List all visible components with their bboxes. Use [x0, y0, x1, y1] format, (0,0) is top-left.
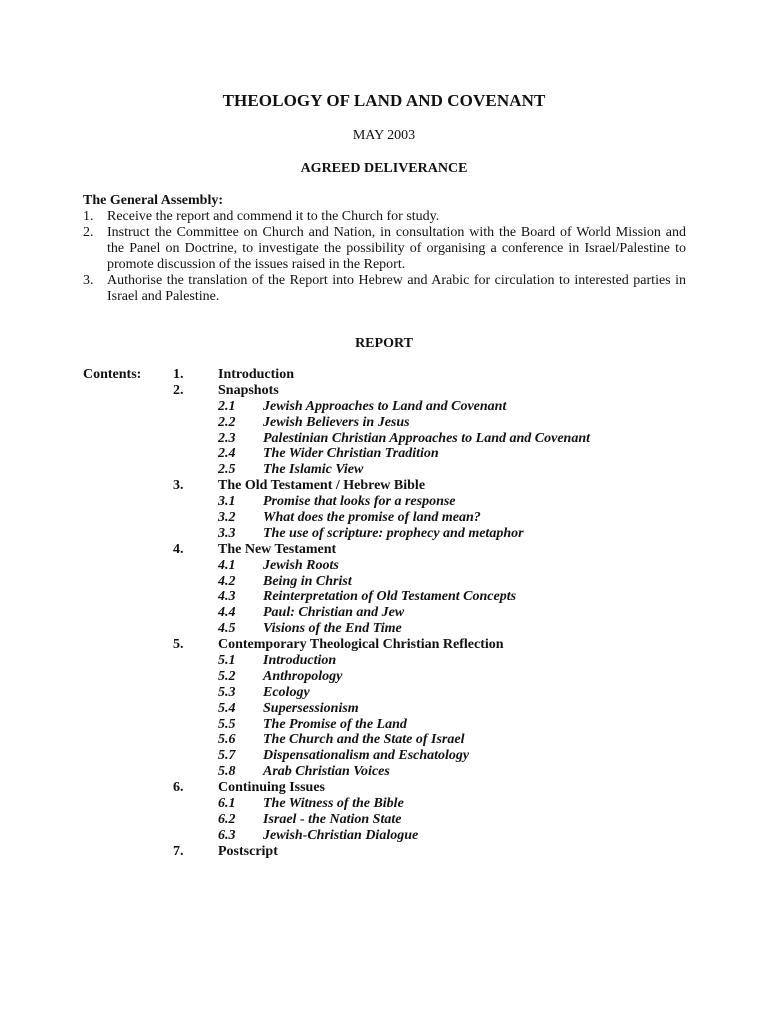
toc-subsection [173, 510, 693, 526]
resolution-text: Authorise the translation of the Report into Hebrew and Arabic for circulation to interested parties in Israel and Palestine. [107, 273, 686, 304]
toc-section-title: The New Testament [218, 541, 337, 557]
toc-subsection [173, 605, 693, 621]
toc-subsection [173, 574, 693, 590]
toc-subsection-title: Israel - the Nation State [263, 811, 402, 827]
toc-subsection-number: 3.1 [218, 494, 236, 510]
toc-subsection-number: 2.4 [218, 446, 236, 462]
toc-subsection-title: The Promise of the Land [263, 716, 407, 732]
toc-subsection [173, 669, 693, 685]
contents-label: Contents: [83, 367, 142, 382]
toc-subsection-number: 2.3 [218, 430, 236, 446]
toc-subsection-number: 4.4 [218, 605, 236, 621]
toc-subsection-number: 5.7 [218, 748, 236, 764]
toc-section [173, 542, 693, 558]
general-assembly-section [83, 193, 686, 305]
toc-subsection [173, 526, 693, 542]
toc-subsection-title: Dispensationalism and Eschatology [263, 748, 470, 764]
document-date: MAY 2003 [352, 128, 416, 143]
toc-subsection-number: 5.1 [218, 653, 236, 669]
toc-subsection-number: 6.1 [218, 796, 236, 812]
toc-subsection-title: The Witness of the Bible [263, 796, 404, 812]
toc-subsection [173, 685, 693, 701]
toc-section-number: 7. [173, 843, 184, 859]
general-assembly-heading: The General Assembly: [83, 193, 223, 208]
toc-section [173, 367, 693, 383]
toc-subsection-number: 5.5 [218, 716, 236, 732]
toc-section-number: 2. [173, 382, 184, 398]
toc-section-number: 6. [173, 780, 184, 796]
toc-subsection [173, 494, 693, 510]
toc-subsection-number: 4.1 [218, 557, 236, 573]
toc-subsection-title: Visions of the End Time [263, 621, 402, 637]
toc-subsection-title: What does the promise of land mean? [263, 510, 481, 526]
toc-subsection-title: Jewish Believers in Jesus [263, 414, 410, 430]
toc-subsection-number: 4.5 [218, 621, 236, 637]
resolution-item [83, 273, 686, 305]
toc-subsection [173, 764, 693, 780]
toc-subsection-title: Supersessionism [263, 700, 359, 716]
toc-subsection-title: The use of scripture: prophecy and metaphor [263, 525, 524, 541]
toc-subsection-number: 2.2 [218, 414, 236, 430]
toc-section-title: The Old Testament / Hebrew Bible [218, 478, 426, 494]
toc-section [173, 478, 693, 494]
toc-subsection-number: 5.2 [218, 668, 236, 684]
resolution-text: Receive the report and commend it to the Church for study. [107, 209, 440, 224]
toc-subsection-title: Introduction [263, 653, 337, 669]
toc-subsection-number: 4.2 [218, 573, 236, 589]
table-of-contents [173, 367, 693, 860]
resolution-number: 3. [83, 273, 94, 288]
toc-subsection [173, 828, 693, 844]
toc-section-title: Snapshots [218, 382, 279, 398]
toc-subsection-number: 5.8 [218, 764, 236, 780]
toc-subsection-number: 3.2 [218, 510, 236, 526]
toc-subsection [173, 558, 693, 574]
toc-section-title: Continuing Issues [218, 780, 325, 796]
toc-subsection-number: 6.2 [218, 811, 236, 827]
toc-subsection [173, 701, 693, 717]
toc-subsection-title: The Church and the State of Israel [263, 732, 465, 748]
toc-subsection-number: 6.3 [218, 827, 236, 843]
toc-section-number: 3. [173, 478, 184, 494]
toc-section [173, 844, 693, 860]
toc-subsection-title: Being in Christ [263, 573, 352, 589]
toc-subsection-title: Anthropology [263, 668, 343, 684]
toc-subsection-number: 5.6 [218, 732, 236, 748]
toc-subsection-title: Promise that looks for a response [263, 494, 456, 510]
toc-subsection-title: Arab Christian Voices [263, 764, 390, 780]
toc-subsection-number: 2.5 [218, 462, 236, 478]
toc-subsection-title: Jewish Roots [263, 557, 339, 573]
toc-section-title: Contemporary Theological Christian Reflection [218, 637, 504, 653]
toc-subsection-number: 5.4 [218, 700, 236, 716]
toc-section-title: Introduction [218, 367, 294, 382]
report-heading: REPORT [355, 336, 413, 351]
toc-subsection-number: 5.3 [218, 684, 236, 700]
toc-subsection-title: Reinterpretation of Old Testament Concepts [263, 589, 517, 605]
toc-subsection-title: Jewish-Christian Dialogue [263, 827, 419, 843]
toc-subsection-number: 4.3 [218, 589, 236, 605]
toc-subsection-number: 3.3 [218, 525, 236, 541]
toc-section [173, 637, 693, 653]
toc-section-number: 1. [173, 367, 184, 382]
toc-subsection [173, 717, 693, 733]
toc-section-title: Postscript [218, 843, 278, 859]
toc-subsection [173, 462, 693, 478]
document-title: THEOLOGY OF LAND AND COVENANT [222, 91, 546, 110]
toc-subsection [173, 589, 693, 605]
toc-section-number: 5. [173, 637, 184, 653]
toc-subsection-title: Paul: Christian and Jew [263, 605, 405, 621]
toc-subsection [173, 812, 693, 828]
agreed-deliverance-heading: AGREED DELIVERANCE [300, 161, 468, 176]
toc-subsection [173, 653, 693, 669]
toc-subsection [173, 431, 693, 447]
toc-subsection-title: The Wider Christian Tradition [263, 446, 439, 462]
toc-subsection [173, 796, 693, 812]
toc-section [173, 383, 693, 399]
resolution-number: 2. [83, 225, 94, 240]
toc-section [173, 780, 693, 796]
toc-subsection [173, 621, 693, 637]
toc-subsection [173, 748, 693, 764]
toc-subsection-title: Palestinian Christian Approaches to Land and Covenant [263, 430, 590, 446]
toc-subsection-number: 2.1 [218, 398, 236, 414]
toc-subsection [173, 732, 693, 748]
resolution-list [83, 209, 686, 305]
resolution-item [83, 225, 686, 273]
resolution-item [83, 209, 686, 225]
resolution-text: Instruct the Committee on Church and Nation, in consultation with the Board of World Mission and the Panel on Doctrine, to investigate the possibility of organising a conference in Israel/Palestine to promote discussion of the issues raised in the Report. [107, 225, 686, 272]
toc-subsection [173, 446, 693, 462]
resolution-number: 1. [83, 209, 94, 224]
toc-subsection [173, 415, 693, 431]
toc-subsection-title: Jewish Approaches to Land and Covenant [263, 398, 507, 414]
toc-subsection-title: The Islamic View [263, 462, 364, 478]
toc-subsection-title: Ecology [263, 684, 310, 700]
toc-subsection [173, 399, 693, 415]
toc-section-number: 4. [173, 541, 184, 557]
